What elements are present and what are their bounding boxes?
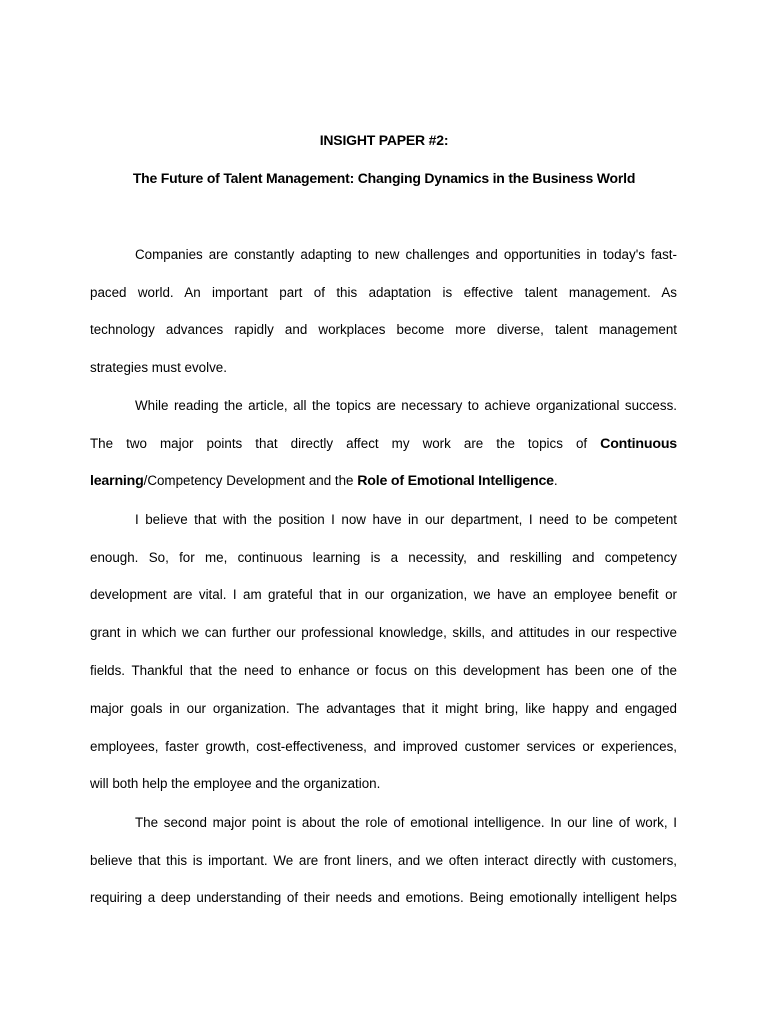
paragraph-line: major goals in our organization. The advantages that it might bring, like happy and engaged — [90, 701, 677, 716]
paragraph-line: I believe that with the position I now have in our department, I need to be competent — [135, 512, 677, 527]
paragraph-line: fields. Thankful that the need to enhance or focus on this development has been one of the — [90, 663, 677, 678]
emphasis-learning: learning — [90, 473, 144, 489]
paragraph-line — [90, 472, 677, 490]
paragraph-text: The two major points that directly affect my work are the topics of — [90, 436, 588, 451]
paragraph-text: /Competency Development and the — [143, 473, 354, 488]
paragraph-line: will both help the employee and the organization. — [90, 776, 381, 791]
paragraph-line: enough. So, for me, continuous learning is a necessity, and reskilling and competency — [90, 550, 677, 565]
paragraph-line: believe that this is important. We are front liners, and we often interact directly with customers, — [90, 853, 677, 868]
document-heading: INSIGHT PAPER #2: — [319, 132, 449, 148]
paragraph-line: development are vital. I am grateful that in our organization, we have an employee benefit or — [90, 587, 677, 602]
paragraph-line: strategies must evolve. — [90, 360, 227, 375]
paragraph-line: While reading the article, all the topics are necessary to achieve organizational success. — [135, 398, 677, 413]
emphasis-continuous: Continuous — [600, 436, 677, 452]
document-subtitle: The Future of Talent Management: Changing Dynamics in the Business World — [132, 170, 636, 186]
paragraph-line: employees, faster growth, cost-effectiveness, and improved customer services or experiences, — [90, 739, 677, 754]
paragraph-line — [90, 435, 677, 453]
paragraph-line: Companies are constantly adapting to new challenges and opportunities in today's fast- — [135, 247, 677, 262]
paragraph-line: grant in which we can further our professional knowledge, skills, and attitudes in our respective — [90, 625, 677, 640]
paragraph-line: The second major point is about the role of emotional intelligence. In our line of work, I — [135, 815, 677, 830]
paragraph-line: technology advances rapidly and workplaces become more diverse, talent management — [90, 322, 677, 337]
paragraph-text: . — [553, 473, 558, 488]
paragraph-line: paced world. An important part of this adaptation is effective talent management. As — [90, 285, 677, 300]
emphasis-emotional-intelligence: Role of Emotional Intelligence — [357, 473, 554, 489]
paragraph-line: requiring a deep understanding of their needs and emotions. Being emotionally intelligent helps — [90, 890, 677, 905]
